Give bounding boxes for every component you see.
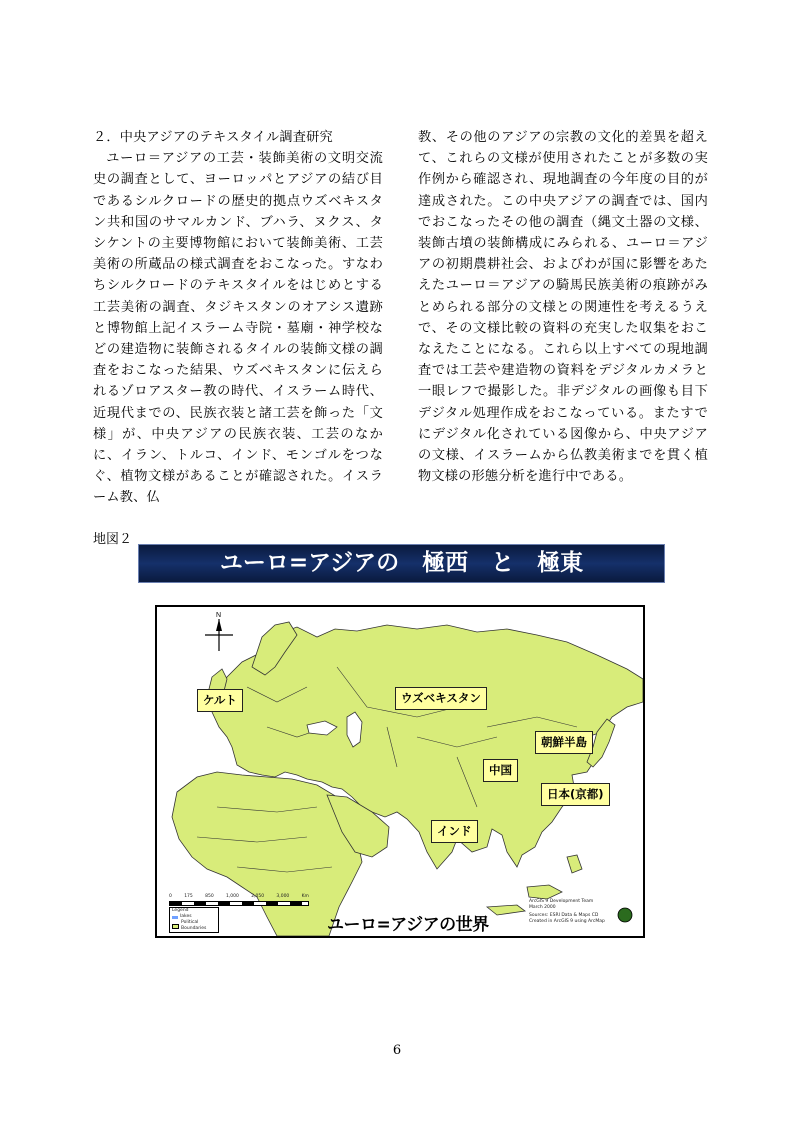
map-title: ユーロ=アジアの世界 bbox=[327, 915, 489, 935]
credit-line: ArcGIS 9 Development Team bbox=[529, 899, 594, 904]
map-credits bbox=[529, 899, 613, 925]
right-text-column bbox=[418, 127, 708, 487]
page-number: 6 bbox=[392, 1043, 402, 1058]
credit-line: Created in ArcGIS 9 using ArcMap bbox=[529, 919, 605, 924]
compass-rose bbox=[205, 612, 233, 651]
credit-line: March 2000 bbox=[529, 905, 556, 910]
scale-tick: 175 bbox=[184, 894, 193, 899]
svg-text:N: N bbox=[216, 612, 222, 619]
right-paragraph: 教、その他のアジアの宗教の文化的差異を超えて、これらの文様が使用されたことが多数の実作例から確認され、現地調査の今年度の目的が達成された。この中央アジアの調査では、国内でおこなったその他の調査（縄文土器の文様、装飾古墳の装飾構成にみられる、ユーロ＝アジアの初期農耕社会、およびわが国に影響をあたえたユーロ＝アジアの騎馬民族美術の痕跡がみとめられる部分の文様との関連性を考えるうえで、その文様比較の資料の充実した収集をおこなえたことになる。これら以上すべての現地調査では工芸や建造物の資料をデジタルカメラと一眼レフで撮影した。非デジタルの画像も目下デジタル処理作成をおこなっている。またすでにデジタル化されている図像から、中央アジアの文様、イスラームから仏教美術までを貫く植物文様の形態分析を進行中である。 bbox=[418, 130, 708, 485]
section-heading: ２．中央アジアのテキスタイル調査研究 bbox=[93, 130, 333, 145]
label-uzbekistan: ウズベキスタン bbox=[395, 687, 487, 710]
label-china: 中国 bbox=[483, 759, 518, 782]
scale-unit: Km bbox=[301, 894, 309, 899]
map-legend bbox=[169, 907, 219, 933]
eurasia-map bbox=[155, 605, 645, 938]
left-paragraph: ユーロ＝アジアの工芸・装飾美術の文明交流史の調査として、ヨーロッパとアジアの結び目であるシルクロードの歴史的拠点ウズベキスタン共和国のサマルカンド、ブハラ、ヌクス、タシケントの主要博物館において装飾美術、工芸美術の所蔵品の様式調査をおこなった。すなわちシルクロードのテキスタイルをはじめとする工芸美術の調査、タジキスタンのオアシス遺跡と博物館上記イスラーム寺院・墓廟・神学校などの建造物に装飾されるタイルの装飾文様の調査をおこなった結果、ウズベキスタンに伝えられるゾロアスター教の時代、イスラーム時代、近現代までの、民族衣装と諸工芸を飾った「文様」が、中央アジアの民族衣装、工芸のなかに、イラン、トルコ、インド、モンゴルをつなぐ、植物文様があることが確認された。イスラーム教、仏 bbox=[93, 151, 383, 506]
scale-tick: 0 bbox=[169, 894, 172, 899]
figure-caption: 地図２ bbox=[93, 532, 133, 547]
map-graphic bbox=[157, 607, 643, 936]
label-korea: 朝鮮半島 bbox=[535, 731, 593, 754]
left-text-column bbox=[93, 127, 383, 509]
label-celt: ケルト bbox=[197, 689, 243, 712]
scale-bar bbox=[169, 894, 309, 906]
scale-tick: 1,000 bbox=[226, 894, 239, 899]
legend-title: Legend bbox=[172, 908, 189, 913]
map-banner-title: ユーロ=アジアの 極西 と 極東 bbox=[138, 544, 665, 583]
legend-item-boundaries: Political Boundaries bbox=[181, 920, 207, 931]
scale-tick: 850 bbox=[205, 894, 214, 899]
label-japan: 日本(京都) bbox=[541, 783, 610, 806]
esri-logo-icon bbox=[618, 908, 632, 922]
legend-item-lakes: lakes bbox=[180, 914, 192, 919]
credit-line: Sources: ESRI Data & Maps CD bbox=[529, 913, 599, 918]
scale-tick: 3,000 bbox=[276, 894, 290, 899]
label-india: インド bbox=[431, 820, 478, 843]
scale-tick: 2,050 bbox=[251, 894, 265, 899]
